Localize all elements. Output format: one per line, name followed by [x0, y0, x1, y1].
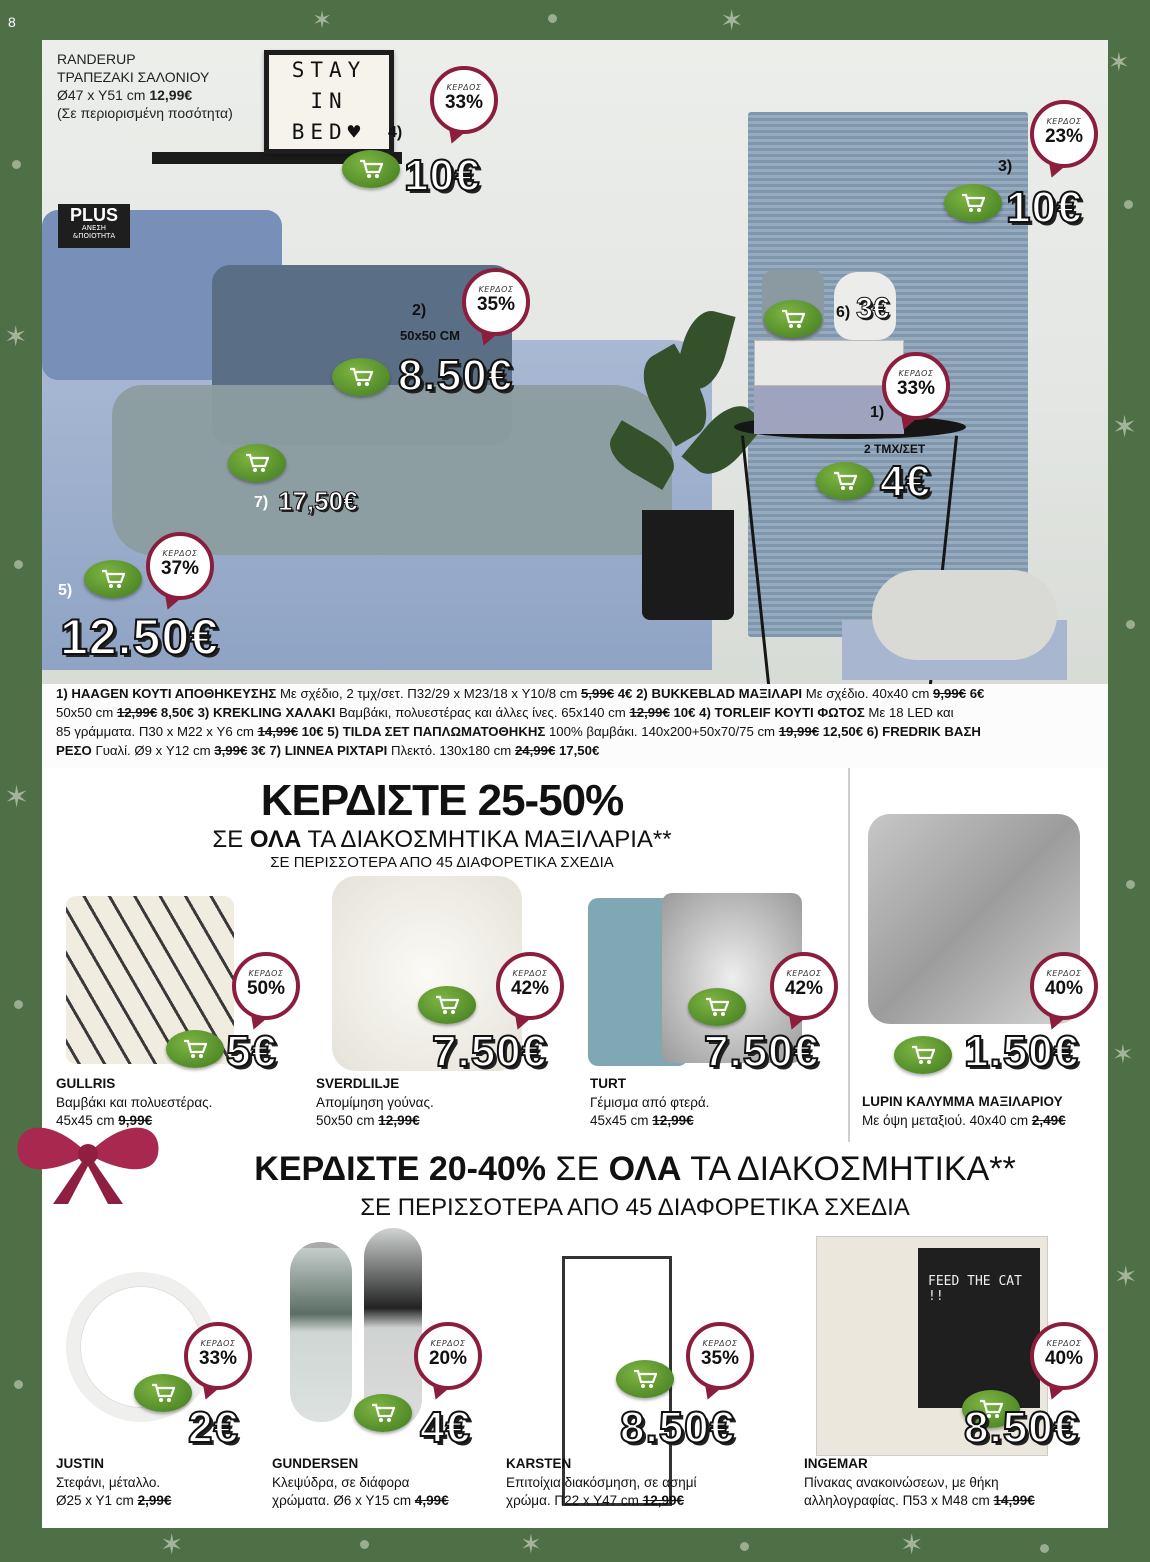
offer-number: 3): [998, 158, 1013, 175]
dot-decoration: [14, 560, 23, 569]
desc-old-price: 5,99€: [581, 686, 615, 701]
desc-new-price: 3€: [250, 743, 266, 758]
discount-badge: [1030, 100, 1098, 168]
discount-badge: [882, 352, 950, 420]
discount-badge: [146, 532, 214, 600]
desc-old-price: 12,99€: [116, 705, 158, 720]
headline-text: ΣΕ: [555, 1150, 600, 1188]
desc-text: 85 γράμματα. Π30 x Μ22 x Υ6 cm: [56, 724, 254, 739]
headline-bold: ΟΛΑ: [608, 1150, 682, 1188]
headline-text: ΤΑ ΔΙΑΚΟΣΜΗΤΙΚΑ**: [690, 1150, 1016, 1188]
offer-price: 4€: [880, 457, 931, 506]
cart-button[interactable]: [616, 1360, 674, 1398]
product-desc-line: Επιτοίχια διακόσμηση, σε ασημί: [506, 1475, 697, 1490]
product-dims: 45x45 cm: [590, 1113, 649, 1128]
product-dims: αλληλογραφίας. Π53 x Μ48 cm: [804, 1493, 990, 1508]
decor-subheadline: ΣΕ ΠΕΡΙΣΣΟΤΕΡΑ ΑΠΟ 45 ΔΙΑΦΟΡΕΤΙΚΑ ΣΧΕΔΙΑ: [360, 1194, 910, 1221]
desc-old-price: 3,99€: [214, 743, 248, 758]
discount-label: ΚΕΡΔΟΣ: [446, 83, 482, 92]
shopping-cart-icon: [781, 309, 805, 329]
headline-bold: ΚΕΡΔΙΣΤΕ 20-40%: [254, 1150, 547, 1188]
dot-decoration: [1126, 620, 1135, 629]
product-dims: 45x45 cm: [56, 1113, 115, 1128]
dot-decoration: [12, 160, 21, 169]
offer-price: 8.50€: [398, 351, 514, 400]
offer-size: 50x50 CM: [400, 328, 460, 343]
product-desc-line: [506, 1492, 697, 1510]
section-divider: [848, 768, 850, 1142]
star-decoration: ✶: [4, 320, 28, 353]
cart-button[interactable]: [688, 988, 746, 1026]
product-old-price: 12,99€: [378, 1113, 420, 1128]
product-old-price: 9,99€: [118, 1113, 153, 1128]
discount-value: 40%: [1044, 1348, 1084, 1369]
product-desc-line: [862, 1112, 1066, 1130]
product-old-price: 12,99€: [642, 1493, 684, 1508]
decor-headline: [162, 1150, 1108, 1189]
desc-new-price: 4€: [617, 686, 633, 701]
product-desc-line: [272, 1492, 449, 1510]
desc-title: 4) TORLEIF ΚΟΥΤΙ ΦΩΤΟΣ: [699, 705, 865, 720]
sub-bold: ΟΛΑ: [249, 826, 302, 853]
star-decoration: ✶: [1112, 1040, 1134, 1070]
discount-value: 40%: [1044, 978, 1084, 999]
discount-label: ΚΕΡΔΟΣ: [248, 969, 284, 978]
shopping-cart-icon: [961, 193, 985, 213]
offer-number: 6): [836, 304, 851, 321]
shopping-cart-icon: [633, 1369, 657, 1389]
ribbon-bow-icon: [8, 1114, 168, 1204]
discount-badge: [430, 66, 498, 134]
star-decoration: ✶: [1114, 1260, 1138, 1293]
discount-label: ΚΕΡΔΟΣ: [430, 1339, 466, 1348]
discount-value: 35%: [700, 1348, 740, 1369]
product-old-price: 12,99€: [652, 1113, 694, 1128]
product-name: GULLRIS: [56, 1076, 116, 1091]
product-price: 4€: [420, 1403, 471, 1452]
leaf-image: [672, 306, 735, 395]
desc-new-price: 10€: [301, 724, 324, 739]
discount-badge: [1030, 1322, 1098, 1390]
dot-decoration: [360, 1540, 369, 1549]
desc-text: Με 18 LED και: [868, 705, 954, 720]
lightbox-line: IN: [310, 89, 348, 113]
star-decoration: ✶: [900, 1528, 924, 1561]
cart-button[interactable]: [764, 300, 822, 338]
shopping-cart-icon: [359, 159, 383, 179]
desc-line: [56, 684, 1094, 703]
lightbox-line: BED♥: [291, 120, 367, 144]
shopping-cart-icon: [349, 367, 373, 387]
product-price: 5€: [226, 1027, 277, 1076]
discount-value: 35%: [476, 294, 516, 315]
cart-button[interactable]: [894, 1036, 952, 1074]
offer-price: 3€: [856, 292, 890, 325]
discount-value: 33%: [896, 378, 936, 399]
product-desc-line: [56, 1492, 171, 1510]
plus-badge-sub: ΑΝΕΣΗ: [81, 224, 107, 232]
star-decoration: ✶: [160, 1528, 184, 1561]
discount-value: 42%: [784, 978, 824, 999]
star-decoration: ✶: [720, 4, 744, 37]
product-name: TURT: [590, 1076, 626, 1091]
desc-text: 50x50 cm: [56, 705, 114, 720]
desc-old-price: 14,99€: [257, 724, 298, 739]
discount-badge: [496, 952, 564, 1020]
desc-title: 1) HAAGEN ΚΟΥΤΙ ΑΠΟΘΗΚΕΥΣΗΣ: [56, 686, 277, 701]
randerup-type: ΤΡΑΠΕΖΑΚΙ ΣΑΛΟΝΙΟΥ: [57, 69, 210, 85]
dot-decoration: [1124, 200, 1133, 209]
randerup-dims-line: [57, 86, 233, 104]
plus-badge-title: PLUS: [69, 205, 118, 225]
star-decoration: ✶: [520, 1530, 542, 1560]
product-dims: χρώματα. Ø6 x Y15 cm: [272, 1493, 412, 1508]
product-price: 8.50€: [964, 1403, 1080, 1452]
plus-badge-sub: &ΠΟΙΟΤΗΤΑ: [72, 232, 116, 240]
cart-button[interactable]: [944, 184, 1002, 222]
cushions-subline: ΣΕ ΠΕΡΙΣΣΟΤΕΡΑ ΑΠΟ 45 ΔΙΑΦΟΡΕΤΙΚΑ ΣΧΕΔΙΑ: [270, 854, 614, 871]
offer-price: 10€: [1006, 183, 1083, 232]
sub-text: ΣΕ: [212, 826, 244, 853]
randerup-dims: Ø47 x Y51 cm: [57, 87, 146, 103]
product-price: 7.50€: [432, 1027, 548, 1076]
product-desc-line: Βαμβάκι και πολυεστέρας.: [56, 1095, 213, 1110]
discount-badge: [1030, 952, 1098, 1020]
desc-line: [56, 703, 1094, 722]
cushions-subheadline: [42, 826, 842, 854]
desc-old-price: 19,99€: [778, 724, 820, 739]
offer-price: 12.50€: [60, 609, 219, 665]
throw-image: [112, 385, 672, 555]
product-name: KARSTEN: [506, 1456, 572, 1471]
shopping-cart-icon: [151, 1383, 175, 1403]
product-description: [862, 1112, 1066, 1130]
randerup-note: (Σε περιορισμένη ποσότητα): [57, 105, 233, 121]
discount-label: ΚΕΡΔΟΣ: [702, 1339, 738, 1348]
discount-badge: [414, 1322, 482, 1390]
product-price: 8.50€: [620, 1403, 736, 1452]
offer-price: 10€: [404, 151, 481, 200]
discount-badge: [686, 1322, 754, 1390]
product-price: 1.50€: [964, 1027, 1080, 1076]
offer-price: 17,50€: [278, 486, 358, 516]
offer-qty: 2 ΤΜΧ/ΣΕΤ: [864, 442, 926, 456]
product-description: [506, 1474, 697, 1510]
discount-label: ΚΕΡΔΟΣ: [1046, 969, 1082, 978]
product-dims: 50x50 cm: [316, 1113, 375, 1128]
offer-number: 2): [412, 302, 427, 319]
discount-value: 33%: [198, 1348, 238, 1369]
chalkboard-text: FEED THE CAT !!: [928, 1274, 1022, 1304]
cart-button[interactable]: [418, 986, 476, 1024]
discount-label: ΚΕΡΔΟΣ: [1046, 1339, 1082, 1348]
discount-badge: [232, 952, 300, 1020]
product-name: INGEMAR: [804, 1456, 868, 1471]
discount-label: ΚΕΡΔΟΣ: [512, 969, 548, 978]
product-dims: χρώμα. Π22 x Y47 cm: [506, 1493, 639, 1508]
offer-number: 1): [870, 404, 885, 421]
plus-quality-badge: [58, 204, 130, 248]
desc-text: 100% βαμβάκι. 140x200+50x70/75 cm: [548, 724, 776, 739]
product-price: 2€: [188, 1403, 239, 1452]
desc-title: ΡΕΣΟ: [56, 743, 92, 758]
star-decoration: ✶: [1108, 48, 1130, 78]
cart-button[interactable]: [354, 1394, 412, 1432]
randerup-info: [57, 50, 233, 122]
discount-value: 33%: [444, 92, 484, 113]
cushions-section: [42, 768, 1108, 1142]
star-decoration: ✶: [1112, 410, 1138, 445]
storage-box-image: [754, 340, 904, 386]
product-desc-line: [316, 1112, 434, 1130]
blanket-image: [872, 570, 1057, 660]
product-desc-line: Γέμισμα από φτερά.: [590, 1095, 710, 1110]
product-price: 7.50€: [704, 1027, 820, 1076]
product-description: [316, 1094, 434, 1130]
product-desc-line: [590, 1112, 709, 1130]
shopping-cart-icon: [101, 569, 125, 589]
discount-badge: [770, 952, 838, 1020]
product-name: JUSTIN: [56, 1456, 105, 1471]
dot-decoration: [740, 1542, 749, 1551]
cart-button[interactable]: [166, 1030, 224, 1068]
discount-badge: [462, 268, 530, 336]
discount-label: ΚΕΡΔΟΣ: [786, 969, 822, 978]
shopping-cart-icon: [911, 1045, 935, 1065]
star-decoration: ✶: [4, 780, 30, 815]
product-desc-line: [804, 1492, 1035, 1510]
product-desc-line: Στεφάνι, μέταλλο.: [56, 1475, 161, 1490]
product-name: GUNDERSEN: [272, 1456, 359, 1471]
desc-text: Με σχέδιο. 40x40 cm: [805, 686, 930, 701]
chalkboard-image: [918, 1248, 1040, 1408]
shopping-cart-icon: [435, 995, 459, 1015]
product-description: [804, 1474, 1035, 1510]
discount-value: 50%: [246, 978, 286, 999]
shopping-cart-icon: [833, 471, 857, 491]
cart-button[interactable]: [228, 444, 286, 482]
desc-text: Πλεκτό. 130x180 cm: [390, 743, 512, 758]
discount-value: 42%: [510, 978, 550, 999]
page-number: 8: [8, 14, 16, 30]
star-decoration: ✶: [312, 6, 333, 34]
product-name: SVERDLILJE: [316, 1076, 400, 1091]
desc-title: 2) BUKKEBLAD ΜΑΞΙΛΑΡΙ: [636, 686, 803, 701]
dot-decoration: [14, 1000, 23, 1009]
desc-new-price: 6€: [969, 686, 985, 701]
sub-text: ΤΑ ΔΙΑΚΟΣΜΗΤΙΚΑ ΜΑΞΙΛΑΡΙΑ**: [307, 826, 672, 853]
offer-number: 5): [58, 582, 73, 599]
shopping-cart-icon: [245, 453, 269, 473]
product-desc-line: Πίνακας ανακοινώσεων, με θήκη: [804, 1475, 999, 1490]
cart-button[interactable]: [342, 150, 400, 188]
product-old-price: 2,49€: [1031, 1113, 1066, 1128]
product-old-price: 2,99€: [137, 1493, 172, 1508]
desc-new-price: 10€: [673, 705, 696, 720]
desc-line: [56, 741, 1094, 760]
dot-decoration: [548, 14, 557, 23]
product-description: [56, 1474, 171, 1510]
shopping-cart-icon: [705, 997, 729, 1017]
gundersen-hourglass-image: [290, 1242, 352, 1422]
product-desc-line: Απομίμηση γούνας.: [316, 1095, 434, 1110]
product-old-price: 14,99€: [993, 1493, 1035, 1508]
planter-image: [642, 510, 734, 620]
offer-number: 7): [254, 494, 269, 511]
dot-decoration: [1126, 880, 1135, 889]
desc-new-price: 17,50€: [558, 743, 600, 758]
discount-value: 20%: [428, 1348, 468, 1369]
discount-label: ΚΕΡΔΟΣ: [478, 285, 514, 294]
discount-label: ΚΕΡΔΟΣ: [898, 369, 934, 378]
discount-label: ΚΕΡΔΟΣ: [200, 1339, 236, 1348]
desc-new-price: 12,50€: [822, 724, 864, 739]
desc-old-price: 24,99€: [514, 743, 556, 758]
desc-new-price: 8,50€: [160, 705, 194, 720]
discount-label: ΚΕΡΔΟΣ: [1046, 117, 1082, 126]
desc-title: 7) LINNEA ΡΙΧΤΑΡΙ: [269, 743, 388, 758]
offer-number: 4): [388, 124, 403, 141]
desc-text: Γυαλί. Ø9 x Υ12 cm: [95, 743, 211, 758]
cart-button[interactable]: [134, 1374, 192, 1412]
lightbox-image: [264, 50, 394, 154]
desc-text: Με σχέδιο, 2 τμχ/σετ. Π32/29 x Μ23/18 x Υ10/8 cm: [279, 686, 578, 701]
product-description-strip: [42, 684, 1108, 768]
cart-button[interactable]: [84, 560, 142, 598]
product-name: LUPIN ΚΑΛΥΜΜΑ ΜΑΞΙΛΑΡΙΟΥ: [862, 1094, 1063, 1109]
dot-decoration: [1040, 1544, 1049, 1553]
product-old-price: 4,99€: [414, 1493, 449, 1508]
desc-title: 5) TILDA ΣΕΤ ΠΑΠΛΩΜΑΤΟΘΗΚΗΣ: [327, 724, 546, 739]
cart-button[interactable]: [816, 462, 874, 500]
lightbox-line: STAY: [291, 58, 367, 82]
desc-old-price: 12,99€: [629, 705, 670, 720]
discount-value: 37%: [160, 558, 200, 579]
randerup-price: 12,99€: [149, 87, 193, 103]
desc-title: 3) KREKLING ΧΑΛΑΚΙ: [197, 705, 336, 720]
product-description: [590, 1094, 709, 1130]
desc-text: Βαμβάκι, πολυεστέρας και άλλες ίνες. 65x140 cm: [338, 705, 626, 720]
randerup-name: RANDERUP: [57, 51, 136, 67]
discount-value: 23%: [1044, 126, 1084, 147]
desc-line: [56, 722, 1094, 741]
product-desc-line: Κλεψύδρα, σε διάφορα: [272, 1475, 410, 1490]
cart-button[interactable]: [332, 358, 390, 396]
dot-decoration: [14, 1380, 23, 1389]
product-description: [272, 1474, 449, 1510]
shopping-cart-icon: [371, 1403, 395, 1423]
cushions-headline: ΚΕΡΔΙΣΤΕ 25-50%: [260, 776, 624, 825]
product-dims: Με όψη μεταξιού. 40x40 cm: [862, 1113, 1029, 1128]
shopping-cart-icon: [183, 1039, 207, 1059]
discount-badge: [184, 1322, 252, 1390]
desc-title: 6) FREDRIK ΒΑΣΗ: [866, 724, 981, 739]
discount-label: ΚΕΡΔΟΣ: [162, 549, 198, 558]
desc-old-price: 9,99€: [933, 686, 967, 701]
product-dims: Ø25 x Y1 cm: [56, 1493, 134, 1508]
